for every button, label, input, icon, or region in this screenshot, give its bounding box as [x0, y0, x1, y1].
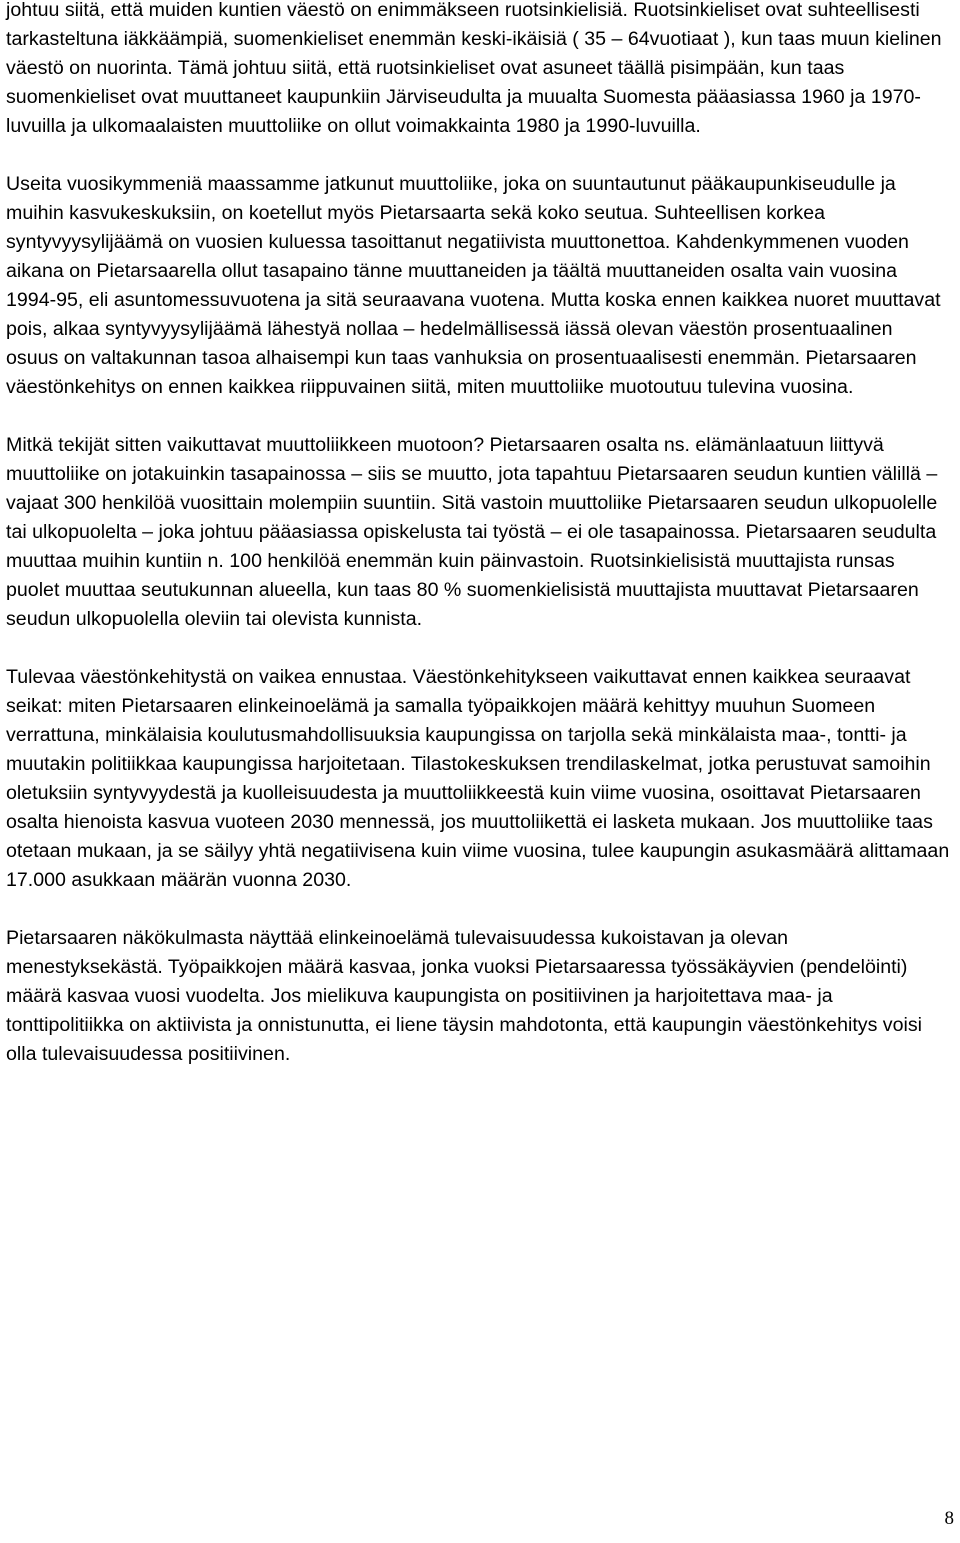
paragraph: Pietarsaaren näkökulmasta näyttää elinkeinoelämä tulevaisuudessa kukoistavan ja olevan menestyksekästä. Työpaikkojen määrä kasvaa, jonka vuoksi Pietarsaaressa työssäkäyvien (pendelöinti) määrä kasvaa vuosi vuodelta. Jos mielikuva kaupungista on positiivinen ja harjoitettava maa- ja tonttipolitiikka on aktiivista ja onnistunutta, ei liene täysin mahdotonta, että kaupungin väestönkehitys voisi olla tulevaisuudessa positiivinen. [6, 927, 923, 1065]
paragraph: Mitkä tekijät sitten vaikuttavat muuttoliikkeen muotoon? Pietarsaaren osalta ns. elämänlaatuun liittyvä muuttoliike on jotakuinkin tasapainossa – siis se muutto, jota tapahtuu Pietarsaaren seudun kuntien välillä – vajaat 300 henkilöä vuosittain molempiin suuntiin. Sitä vastoin muuttoliike Pietarsaaren seudun ulkopuolelle tai ulkopuolelta – joka johtuu pääasiassa opiskelusta tai työstä – ei ole tasapainossa. Pietarsaaren seudulta muuttaa muihin kuntiin n. 100 henkilöä enemmän kuin päinvastoin. Ruotsinkielisistä muuttajista runsas puolet muuttaa seutukunnan alueella, kun taas 80 % suomenkielisistä muuttajista muuttavat Pietarsaaren seudun ulkopuolella oleviin tai olevista kunnista. [6, 434, 938, 630]
paragraph: johtuu siitä, että muiden kuntien väestö on enimmäkseen ruotsinkielisiä. Ruotsinkieliset ovat suhteellisesti tarkasteltuna iäkkäämpiä, suomenkieliset enemmän keski-ikäisiä ( 35 – 64vuotiaat ), kun taas muun kielinen väestö on nuorinta. Tämä johtuu siitä, että ruotsinkieliset ovat asuneet täällä pisimpään, kun taas suomenkieliset ovat muuttaneet kaupunkiin Järviseudulta ja muualta Suomesta pääasiassa 1960 ja 1970-luvuilla ja ulkomaalaisten muuttoliike on ollut voimakkainta 1980 ja 1990-luvuilla. [6, 0, 942, 137]
page-number: 8 [944, 1508, 954, 1529]
document-body [6, 0, 950, 1098]
paragraph: Tulevaa väestönkehitystä on vaikea ennustaa. Väestönkehitykseen vaikuttavat ennen kaikkea seuraavat seikat: miten Pietarsaaren elinkeinoelämä ja samalla työpaikkojen määrä kehittyy muuhun Suomeen verrattuna, minkälaisia koulutusmahdollisuuksia kaupungissa on tarjolla sekä minkälaista maa-, tontti- ja muutakin politiikkaa kaupungissa harjoitetaan. Tilastokeskuksen trendilaskelmat, jotka perustuvat samoihin oletuksiin syntyvyydestä ja kuolleisuudesta ja muuttoliikkeestä kuin viime vuosina, osoittavat Pietarsaaren osalta hienoista kasvua vuoteen 2030 mennessä, jos muuttoliikettä ei lasketa mukaan. Jos muuttoliike taas otetaan mukaan, ja se säilyy yhtä negatiivisena kuin viime vuosina, tulee kaupungin asukasmäärä alittamaan 17.000 asukkaan määrän vuonna 2030. [6, 666, 950, 891]
paragraph: Useita vuosikymmeniä maassamme jatkunut muuttoliike, joka on suuntautunut pääkaupunkiseudulle ja muihin kasvukeskuksiin, on koetellut myös Pietarsaarta sekä koko seutua. Suhteellisen korkea syntyvyysylijäämä on vuosien kuluessa tasoittanut negatiivista muuttonettoa. Kahdenkymmenen vuoden aikana on Pietarsaarella ollut tasapaino tänne muuttaneiden ja täältä muuttaneiden osalta vain vuosina 1994-95, eli asuntomessuvuotena ja sitä seuraavana vuotena. Mutta koska ennen kaikkea nuoret muuttavat pois, alkaa syntyvyysylijäämä lähestyä nollaa – hedelmällisessä iässä olevan väestön prosentuaalinen osuus on valtakunnan tasoa alhaisempi kun taas vanhuksia on prosentuaalisesti enemmän. Pietarsaaren väestönkehitys on ennen kaikkea riippuvainen siitä, miten muuttoliike muotoutuu tulevina vuosina. [6, 173, 941, 398]
